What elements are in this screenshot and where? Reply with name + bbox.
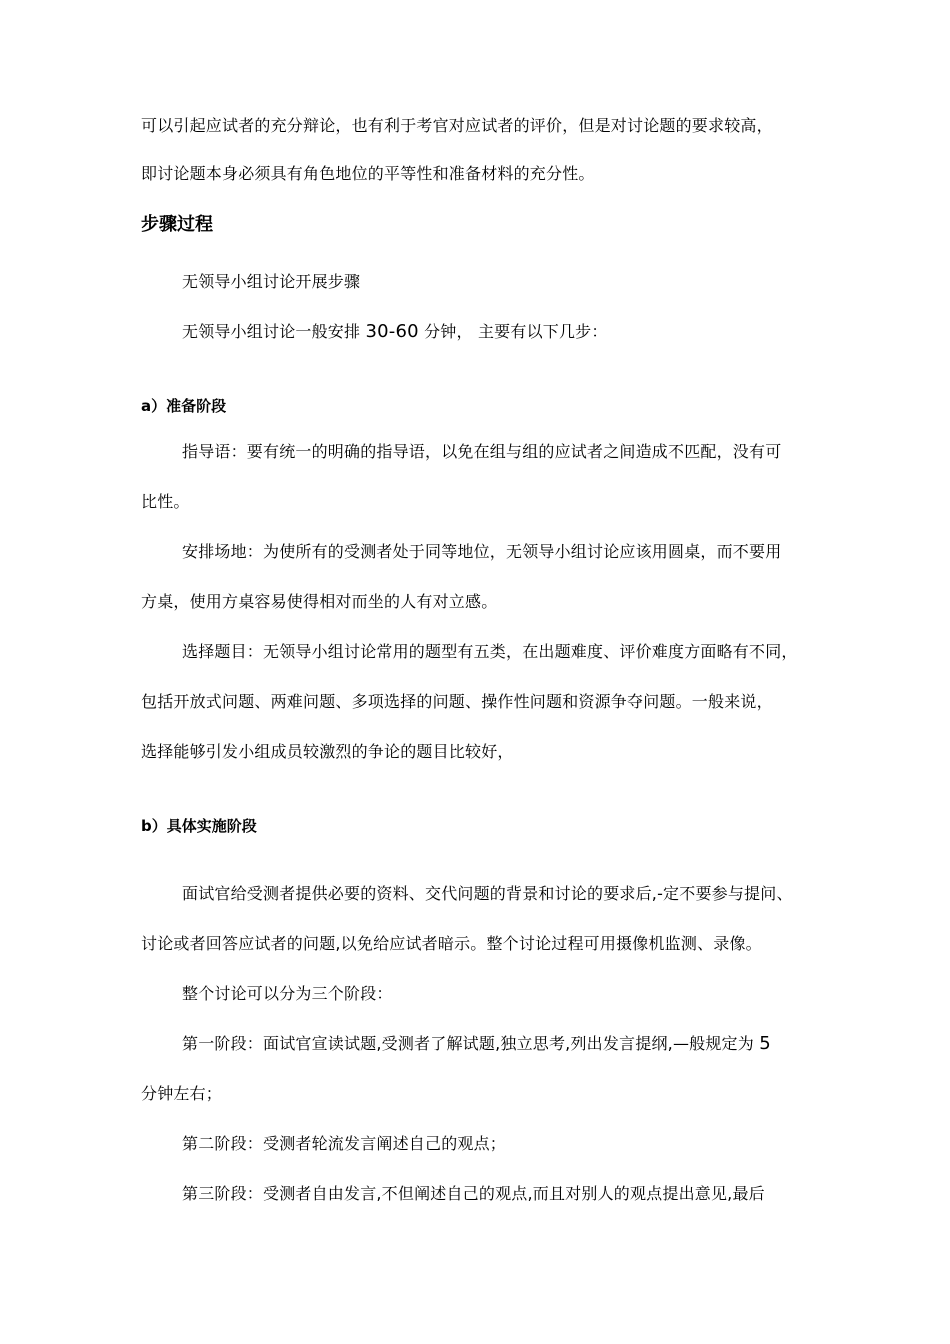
duration-pre: 无领导小组讨论一般安排 xyxy=(182,322,366,341)
heading-b: b）具体实施阶段 xyxy=(141,817,257,835)
phase-1-text: 第一阶段：面试官宣读试题,受测者了解试题,独立思考,列出发言提纲,—般规定为 xyxy=(182,1034,760,1053)
topic-line-1: 选择题目：无领导小组讨论常用的题型有五类，在出题难度、评价难度方面略有不同， xyxy=(182,642,798,661)
impl-line-1: 面试官给受测者提供必要的资料、交代问题的背景和讨论的要求后,-定不要参与提问、 xyxy=(182,884,793,903)
phase-1-line-2: 分钟左右； xyxy=(141,1084,223,1103)
phase-1-line-1 xyxy=(182,1034,771,1054)
venue-line-2: 方桌，使用方桌容易使得相对而坐的人有对立感。 xyxy=(141,592,498,611)
impl-line-2: 讨论或者回答应试者的问题,以免给应试者暗示。整个讨论过程可用摄像机监测、录像。 xyxy=(141,934,762,953)
venue-line-1: 安排场地：为使所有的受测者处于同等地位，无领导小组讨论应该用圆桌，而不要用 xyxy=(182,542,782,561)
intro-line-2: 即讨论题本身必须具有角色地位的平等性和准备材料的充分性。 xyxy=(141,164,595,183)
duration-line xyxy=(182,322,608,342)
phases-intro: 整个讨论可以分为三个阶段： xyxy=(182,984,393,1003)
section-title: 步骤过程 xyxy=(141,214,213,235)
phase-2-line: 第二阶段：受测者轮流发言阐述自己的观点； xyxy=(182,1134,507,1153)
topic-line-3: 选择能够引发小组成员较激烈的争论的题目比较好， xyxy=(141,742,514,761)
intro-line-1: 可以引起应试者的充分辩论，也有利于考官对应试者的评价，但是对讨论题的要求较高， xyxy=(141,116,773,135)
duration-number: 30-60 xyxy=(365,321,419,342)
heading-a: a）准备阶段 xyxy=(141,397,227,415)
phase-3-line: 第三阶段：受测者自由发言,不但阐述自己的观点,而且对别人的观点提出意见,最后 xyxy=(182,1184,765,1203)
guide-line-2: 比性。 xyxy=(141,492,190,511)
guide-line-1: 指导语：要有统一的明确的指导语，以免在组与组的应试者之间造成不匹配，没有可 xyxy=(182,442,782,461)
phase-1-number: 5 xyxy=(759,1033,771,1054)
steps-title: 无领导小组讨论开展步骤 xyxy=(182,272,361,291)
duration-post: 分钟， 主要有以下几步： xyxy=(418,322,608,341)
topic-line-2: 包括开放式问题、两难问题、多项选择的问题、操作性问题和资源争夺问题。一般来说， xyxy=(141,692,773,711)
